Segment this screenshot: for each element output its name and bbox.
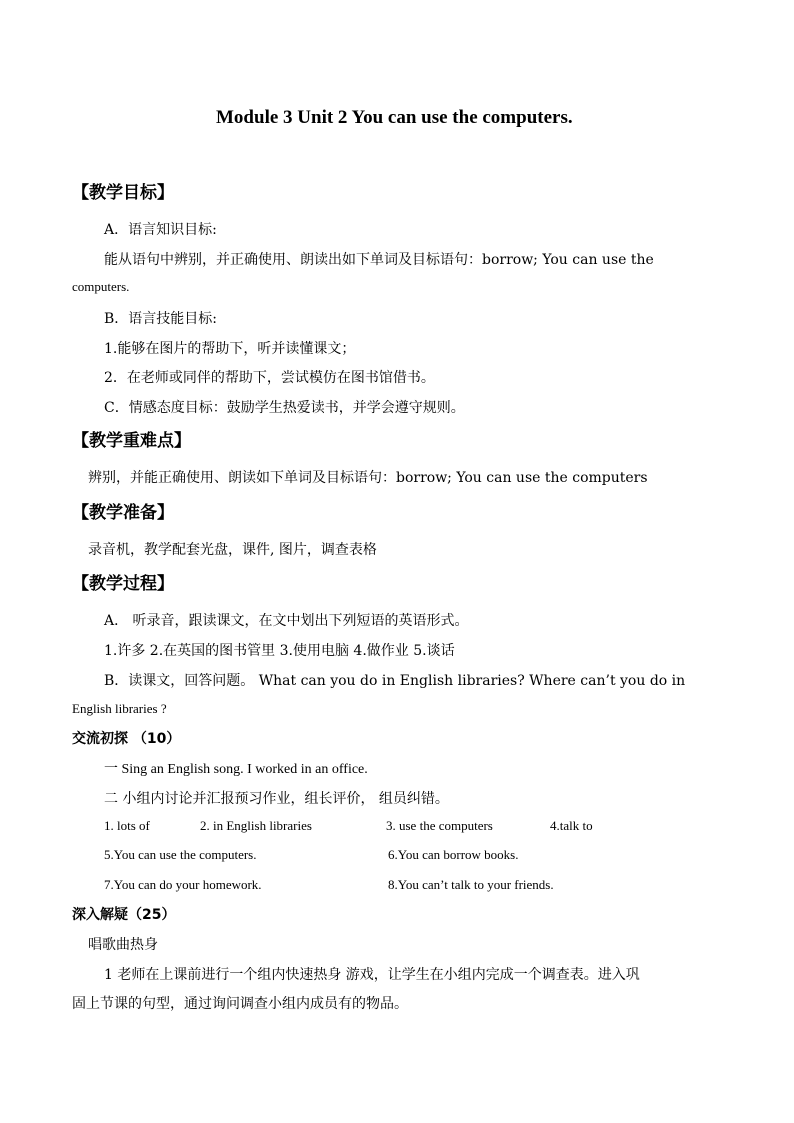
warmup-text: 唱歌曲热身	[88, 937, 158, 953]
process-a-text: A． 听录音，跟读课文，在文中划出下列短语的英语形式。	[104, 613, 469, 629]
answer-item: 8.You can’t talk to your friends.	[388, 877, 554, 892]
objective-b-label: B．语言技能目标:	[104, 311, 218, 327]
process-phrases: 1.许多 2.在英国的图书管里 3.使用电脑 4.做作业 5.谈话	[104, 643, 455, 659]
process-b-text: B．读课文，回答问题。 What can you do in English libraries? Where can’t you do in	[104, 673, 686, 689]
step-two: 二 小组内讨论并汇报预习作业，组长评价， 组员纠错。	[104, 791, 449, 807]
deep-heading: 深入解疑（25）	[72, 907, 176, 923]
process-b-text-cont: English libraries ?	[72, 701, 167, 716]
objective-a-label: A．语言知识目标:	[104, 222, 217, 238]
key-points-text: 辨别，并能正确使用、朗读如下单词及目标语句：borrow; You can use the computers	[88, 470, 648, 486]
answer-item: 1. lots of	[104, 818, 150, 833]
answer-item: 5.You can use the computers.	[104, 847, 257, 862]
objective-c-text: C．情感态度目标：鼓励学生热爱读书，并学会遵守规则。	[104, 400, 465, 416]
process-paragraph-1: 1 老师在上课前进行一个组内快速热身 游戏，让学生在小组内完成一个调查表。进入巩	[104, 967, 640, 983]
objective-b-item-2: 2．在老师或同伴的帮助下，尝试模仿在图书馆借书。	[104, 370, 435, 386]
answer-item: 3. use the computers	[386, 818, 493, 833]
process-heading: 【教学过程】	[72, 574, 174, 594]
objective-a-text: 能从语句中辨别，并正确使用、朗读出如下单词及目标语句：borrow; You can use the	[104, 252, 654, 268]
answer-item: 2. in English libraries	[200, 818, 312, 833]
key-points-heading: 【教学重难点】	[72, 431, 191, 451]
answer-item: 4.talk to	[550, 818, 593, 833]
exchange-heading: 交流初探 （10）	[72, 731, 181, 747]
process-paragraph-2: 固上节课的句型，通过询问调查小组内成员有的物品。	[72, 996, 408, 1012]
objectives-heading: 【教学目标】	[72, 183, 174, 203]
answer-item: 7.You can do your homework.	[104, 877, 262, 892]
step-one: 一 Sing an English song. I worked in an office.	[104, 762, 368, 777]
page-title: Module 3 Unit 2 You can use the computers.	[216, 107, 573, 128]
preparation-heading: 【教学准备】	[72, 503, 174, 523]
answer-item: 6.You can borrow books.	[388, 847, 519, 862]
objective-a-text-cont: computers.	[72, 279, 130, 294]
objective-b-item-1: 1.能够在图片的帮助下，听并读懂课文；	[104, 341, 356, 357]
preparation-text: 录音机，教学配套光盘，课件, 图片，调查表格	[88, 542, 377, 558]
